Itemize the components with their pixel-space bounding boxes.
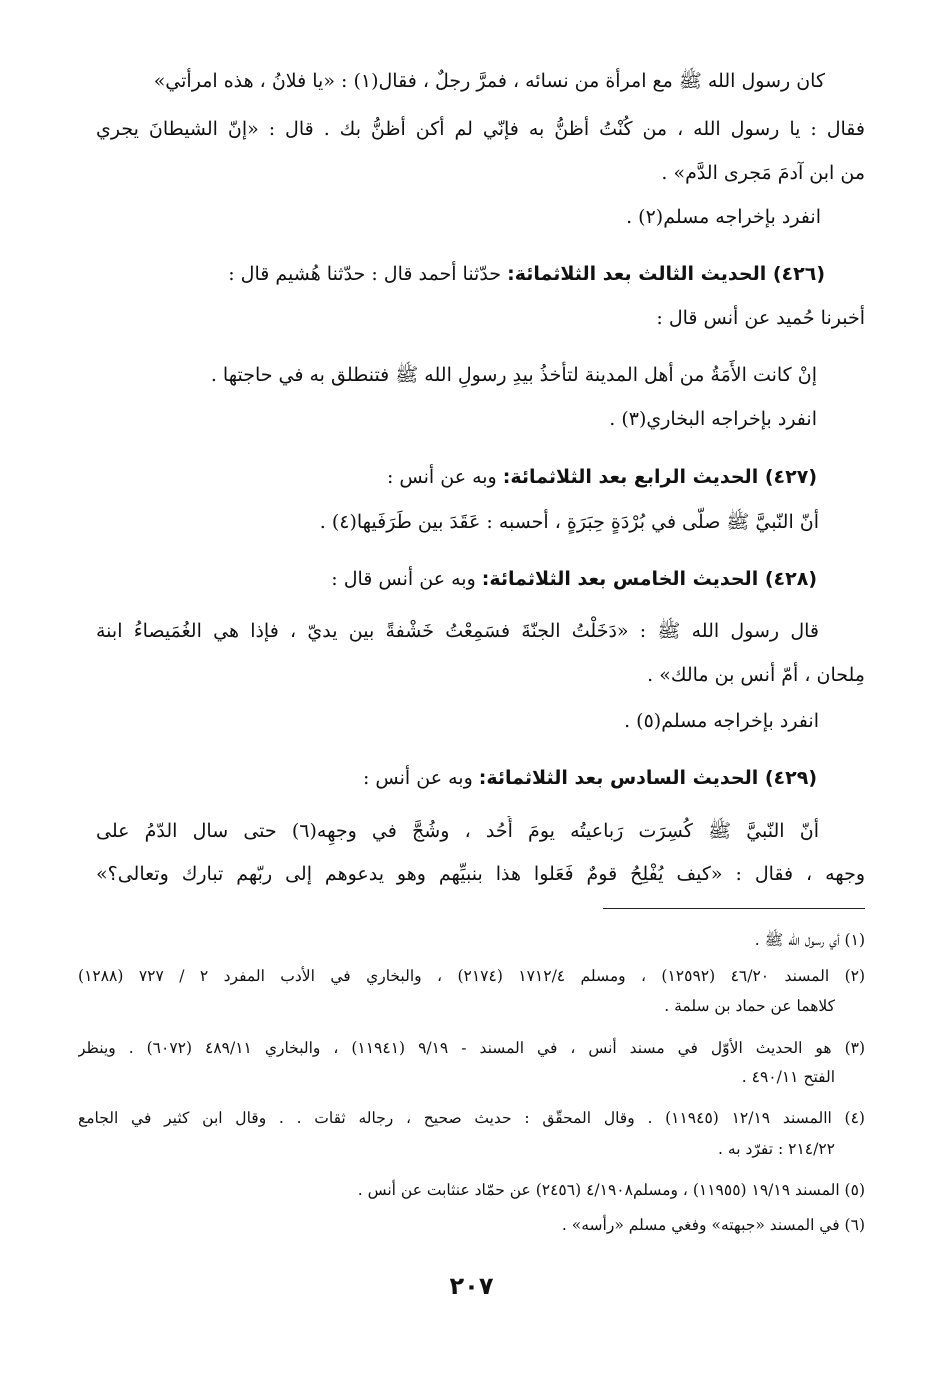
hadith-427-title: (٤٢٧) الحديث الرابع بعد الثلاثمائة: — [502, 466, 817, 488]
footnote-3-cont: الفتح ٤٩٠/١١ . — [741, 1068, 835, 1086]
hadith-428-chain: وبه عن أنس قال : — [331, 568, 482, 590]
hadith-426-chain: حدّثنا أحمد قال : حدّثنا هُشيم قال : — [228, 263, 508, 285]
text-line: انفرد بإخراجه مسلم(٢) . — [626, 206, 821, 228]
text-line: مِلحان ، أمّ أنس بن مالك» . — [647, 664, 865, 686]
text-line: إنْ كانت الأَمَةُ من أهل المدينة لتأخذُ بيدِ رسولِ الله ﷺ فتنطلق به في حاجتها . — [210, 364, 817, 386]
text-line: أنّ النّبيَّ ﷺ صلّى في بُرْدَةٍ حِبَرَةٍ ، أحسبه : عَقَدَ بين طَرَفَيها(٤) . — [319, 511, 819, 533]
footnote-2: (٢) المسند ٤٦/٢٠ (١٢٥٩٢) ، ومسلم ١٧١٢/٤ (٢١٧٤) ، والبخاري في الأدب المفرد ٢ / ٧٢٧ (١٢٨٨) — [78, 967, 865, 985]
text-line: كان رسول الله ﷺ مع امرأة من نسائه ، فمرَّ رجلٌ ، فقال(١) : «يا فلانُ ، هذه امرأتي» — [153, 70, 825, 92]
text-line: أنّ النّبيَّ ﷺ كُسِرَت رَباعيتُه يومَ أُحُد ، وشُجَّ في وجهِه(٦) حتى سال الدّمُ على — [96, 820, 819, 842]
hadith-427-heading — [96, 462, 817, 492]
text-line: وجهه ، فقال : «كيف يُفْلِحُ قومٌ فَعَلوا هذا بنبيِّهم وهو يدعوهم إلى ربّهم تبارك وتعالى؟» — [96, 863, 865, 885]
hadith-426-title: (٤٢٦) الحديث الثالث بعد الثلاثمائة: — [507, 263, 825, 285]
hadith-429-chain: وبه عن أنس : — [362, 767, 479, 789]
hadith-429-heading — [96, 763, 817, 793]
text-line: فقال : يا رسول الله ، من كُنْتُ أظنُّ به فإنّي لم أكن أظنُّ بك . قال : «إنّ الشيطانَ يجري — [96, 118, 865, 140]
hadith-428-title: (٤٢٨) الحديث الخامس بعد الثلاثمائة: — [481, 568, 817, 590]
text-line: قال رسول الله ﷺ : «دَخَلْتُ الجنّةَ فسَمِعْتُ خَشْفةً بين يديّ ، فإذا هي الغُمَيصاءُ ابنة — [96, 620, 819, 642]
hadith-428-heading — [96, 564, 817, 594]
hadith-426-heading — [96, 259, 825, 289]
hadith-429-title: (٤٢٩) الحديث السادس بعد الثلاثمائة: — [478, 767, 817, 789]
footnote-5: (٥) المسند ١٩/١٩ (١١٩٥٥) ، ومسلم٤/١٩٠٨ (٢٤٥٦) عن حمّاد عنثابت عن أنس . — [357, 1181, 865, 1199]
text-line: من ابن آدمَ مَجرى الدَّم» . — [661, 162, 865, 184]
footnote-1: (١) أي رسول الله ﷺ . — [754, 931, 865, 949]
footnote-4: (٤) االمسند ١٢/١٩ (١١٩٤٥) . وقال المحقّق : حديث صحيح ، رجاله ثقات . . وقال ابن كثير في الجامع — [78, 1109, 865, 1127]
page-number: ٢٠٧ — [449, 1272, 494, 1300]
text-line: أخبرنا حُميد عن أنس قال : — [656, 307, 865, 329]
text-line: انفرد بإخراجه مسلم(٥) . — [624, 710, 819, 732]
footnote-divider — [603, 908, 865, 909]
footnote-3: (٣) هو الحديث الأوّل في مسند أنس ، في المسند - ٩/١٩ (١١٩٤١) ، والبخاري ٤٨٩/١١ (٦٠٧٢) . وينظر — [78, 1039, 865, 1057]
footnote-2-cont: كلاهما عن حماد بن سلمة . — [664, 997, 835, 1015]
text-line: انفرد بإخراجه البخاري(٣) . — [609, 408, 817, 430]
footnote-6: (٦) في المسند «جبهته» وفغي مسلم «رأسه» . — [561, 1216, 865, 1234]
footnote-4-cont: ٢١٤/٢٢ : تفرّد به . — [718, 1140, 835, 1158]
hadith-427-chain: وبه عن أنس : — [386, 466, 503, 488]
